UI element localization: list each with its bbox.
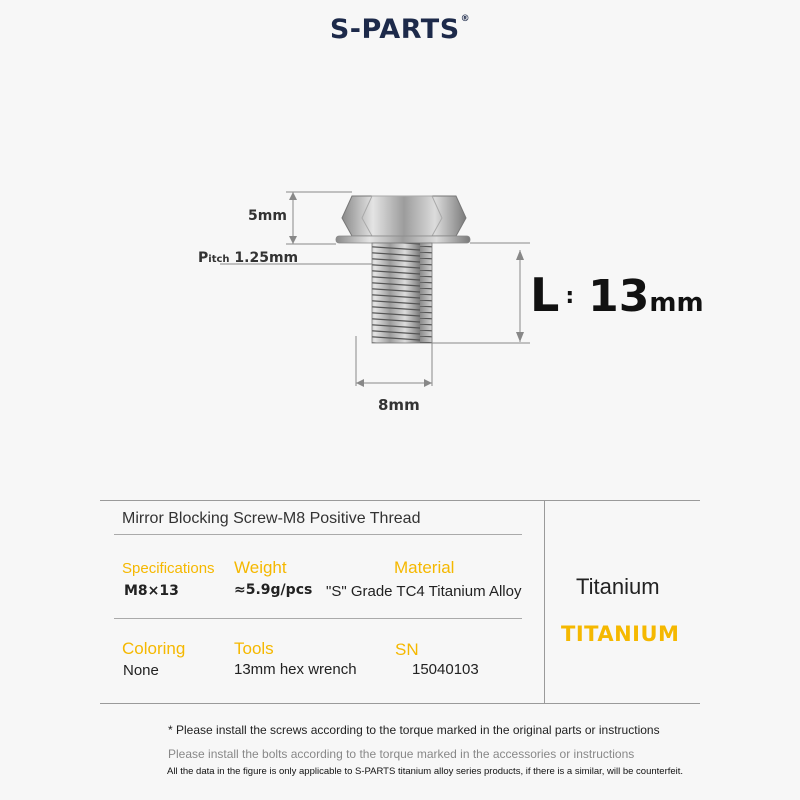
- sn-label: SN: [395, 640, 419, 659]
- diameter-label: 8mm: [378, 396, 420, 414]
- head-height-label: 5mm: [248, 208, 287, 224]
- tools-label: Tools: [234, 639, 274, 658]
- weight-value: ≈5.9g/pcs: [234, 582, 313, 598]
- spec-panel: [100, 500, 700, 704]
- length-unit: mm: [649, 288, 704, 318]
- tools-value: 13mm hex wrench: [234, 661, 357, 678]
- coloring-label: Coloring: [122, 639, 186, 658]
- pitch-word: itch: [208, 254, 230, 265]
- material-value: "S" Grade TC4 Titanium Alloy: [326, 583, 522, 600]
- install-note: * Please install the screws according to the torque marked in the original parts or instructions: [168, 723, 660, 737]
- bolt-thread: [372, 243, 432, 343]
- bolt-head: [342, 196, 466, 236]
- product-title: Mirror Blocking Screw-M8 Positive Thread: [122, 510, 421, 527]
- material-name: Titanium: [576, 574, 660, 599]
- panel-divider: [544, 501, 545, 703]
- weight-label: Weight: [234, 558, 287, 577]
- pitch-prefix: P: [198, 250, 209, 266]
- install-note-secondary: Please install the bolts according to the torque marked in the accessories or instructions: [168, 747, 635, 761]
- pitch-label: [198, 250, 298, 266]
- pitch-value: 1.25mm: [234, 250, 299, 266]
- bolt-flange: [336, 236, 470, 243]
- material-highlight: TITANIUM: [561, 622, 680, 646]
- disclaimer-note: All the data in the figure is only applicable to S-PARTS titanium alloy series products, if there is a similar, will be counterfeit.: [167, 766, 684, 777]
- length-value: 13: [588, 271, 650, 322]
- length-colon: :: [565, 284, 575, 309]
- length-letter: L: [530, 268, 560, 322]
- brand-name: S-PARTS: [329, 14, 460, 45]
- registered-mark: ®: [460, 14, 471, 24]
- coloring-value: None: [123, 662, 159, 679]
- title-rule: [114, 534, 522, 535]
- length-label: [530, 268, 704, 322]
- spec-value: M8×13: [124, 583, 179, 599]
- spec-label: Specifications: [122, 560, 215, 577]
- row-rule: [114, 618, 522, 619]
- material-label: Material: [394, 558, 455, 577]
- sn-value: 15040103: [412, 661, 479, 678]
